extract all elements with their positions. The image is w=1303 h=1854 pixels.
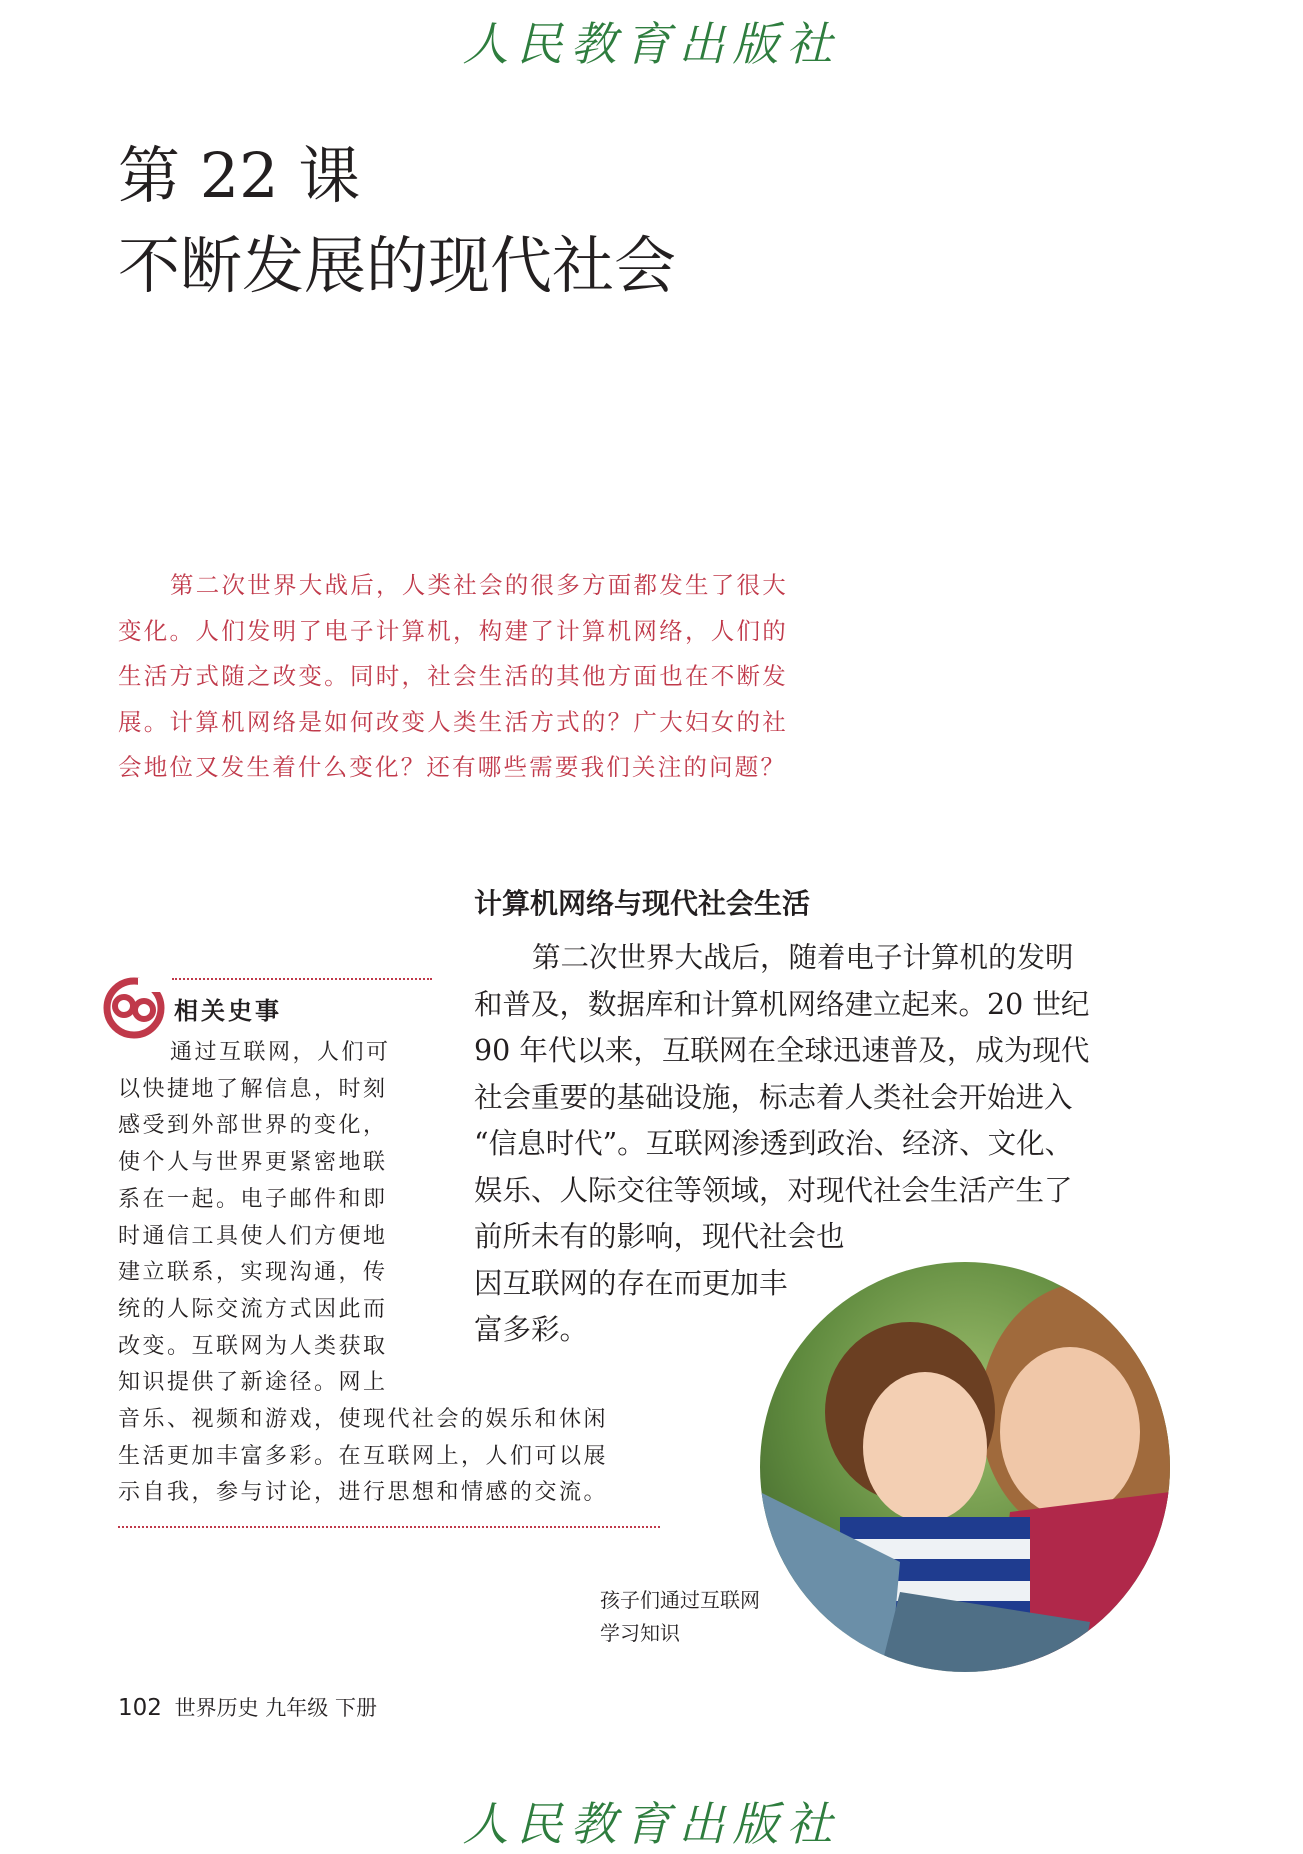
sidebar-text-line: 时通信工具使人们方便地 [118, 1223, 388, 1249]
sidebar-label: 相关史事 [174, 997, 282, 1025]
sidebar-text-line: 音乐、视频和游戏，使现代社会的娱乐和休闲 [118, 1407, 609, 1433]
sidebar-bottom-divider [118, 1526, 660, 1528]
sidebar-text [118, 1035, 678, 1512]
main-text-line: “信息时代”。互联网渗透到政治、经济、文化、 [474, 1127, 1074, 1160]
main-text-line: 和普及，数据库和计算机网络建立起来。20 世纪 [474, 987, 1090, 1021]
main-text-line: 富多彩。 [474, 1313, 589, 1346]
main-text-line: 社会重要的基础设施，标志着人类社会开始进入 [474, 1080, 1073, 1114]
lesson-title: 不断发展的现代社会 [118, 229, 677, 302]
section-heading: 计算机网络与现代社会生活 [474, 887, 811, 920]
sidebar-text-line: 通过互联网，人们可 [170, 1040, 391, 1065]
main-text-line: 因互联网的存在而更加丰 [474, 1266, 788, 1300]
sidebar-text-line: 系在一起。电子邮件和即 [118, 1186, 388, 1212]
publisher-logo-bottom: 人民教育出版社 [462, 1797, 841, 1851]
book-title: 世界历史 九年级 下册 [174, 1696, 377, 1720]
photo-caption-line: 孩子们通过互联网 [600, 1588, 760, 1612]
main-text-line: 前所未有的影响，现代社会也 [474, 1220, 845, 1253]
page-footer [118, 1693, 377, 1723]
sidebar-text-line: 知识提供了新途径。网上 [118, 1370, 388, 1396]
sidebar-text-line: 示自我，参与讨论，进行思想和情感的交流。 [118, 1480, 609, 1506]
sidebar-text-line: 改变。互联网为人类获取 [118, 1333, 388, 1359]
intro-paragraph: 第二次世界大战后，人类社会的很多方面都发生了很大变化。人们发明了电子计算机，构建了计算机网络，人们的生活方式随之改变。同时，社会生活的其他方面也在不断发展。计算机网络是如何改变人类生活方式的？广大妇女的社会地位又发生着什么变化？还有哪些需要我们关注的问题？ [118, 571, 788, 781]
main-text-line: 90 年代以来，互联网在全球迅速普及，成为现代 [474, 1034, 1090, 1067]
sidebar-text-line: 统的人际交流方式因此而 [118, 1296, 388, 1322]
sidebar-text-line: 生活更加丰富多彩。在互联网上，人们可以展 [118, 1443, 609, 1469]
publisher-logo-top: 人民教育出版社 [462, 17, 841, 71]
sidebar-text-line: 建立联系，实现沟通，传 [118, 1260, 388, 1286]
page-number: 102 [118, 1695, 162, 1721]
sidebar-text-line: 感受到外部世界的变化， [118, 1113, 388, 1139]
sidebar-top-divider [172, 978, 432, 980]
photo-caption-line: 学习知识 [600, 1621, 680, 1645]
history-swirl-icon [102, 976, 166, 1040]
main-text-line: 第二次世界大战后，随着电子计算机的发明 [532, 941, 1074, 974]
main-text-line: 娱乐、人际交往等领域，对现代社会生活产生了 [474, 1173, 1073, 1207]
photo-caption [600, 1584, 760, 1650]
sidebar-text-line: 以快捷地了解信息，时刻 [118, 1076, 388, 1102]
lesson-number: 第 22 课 [118, 139, 361, 212]
children-computer-photo [760, 1262, 1170, 1672]
sidebar-text-line: 使个人与世界更紧密地联 [118, 1150, 388, 1176]
